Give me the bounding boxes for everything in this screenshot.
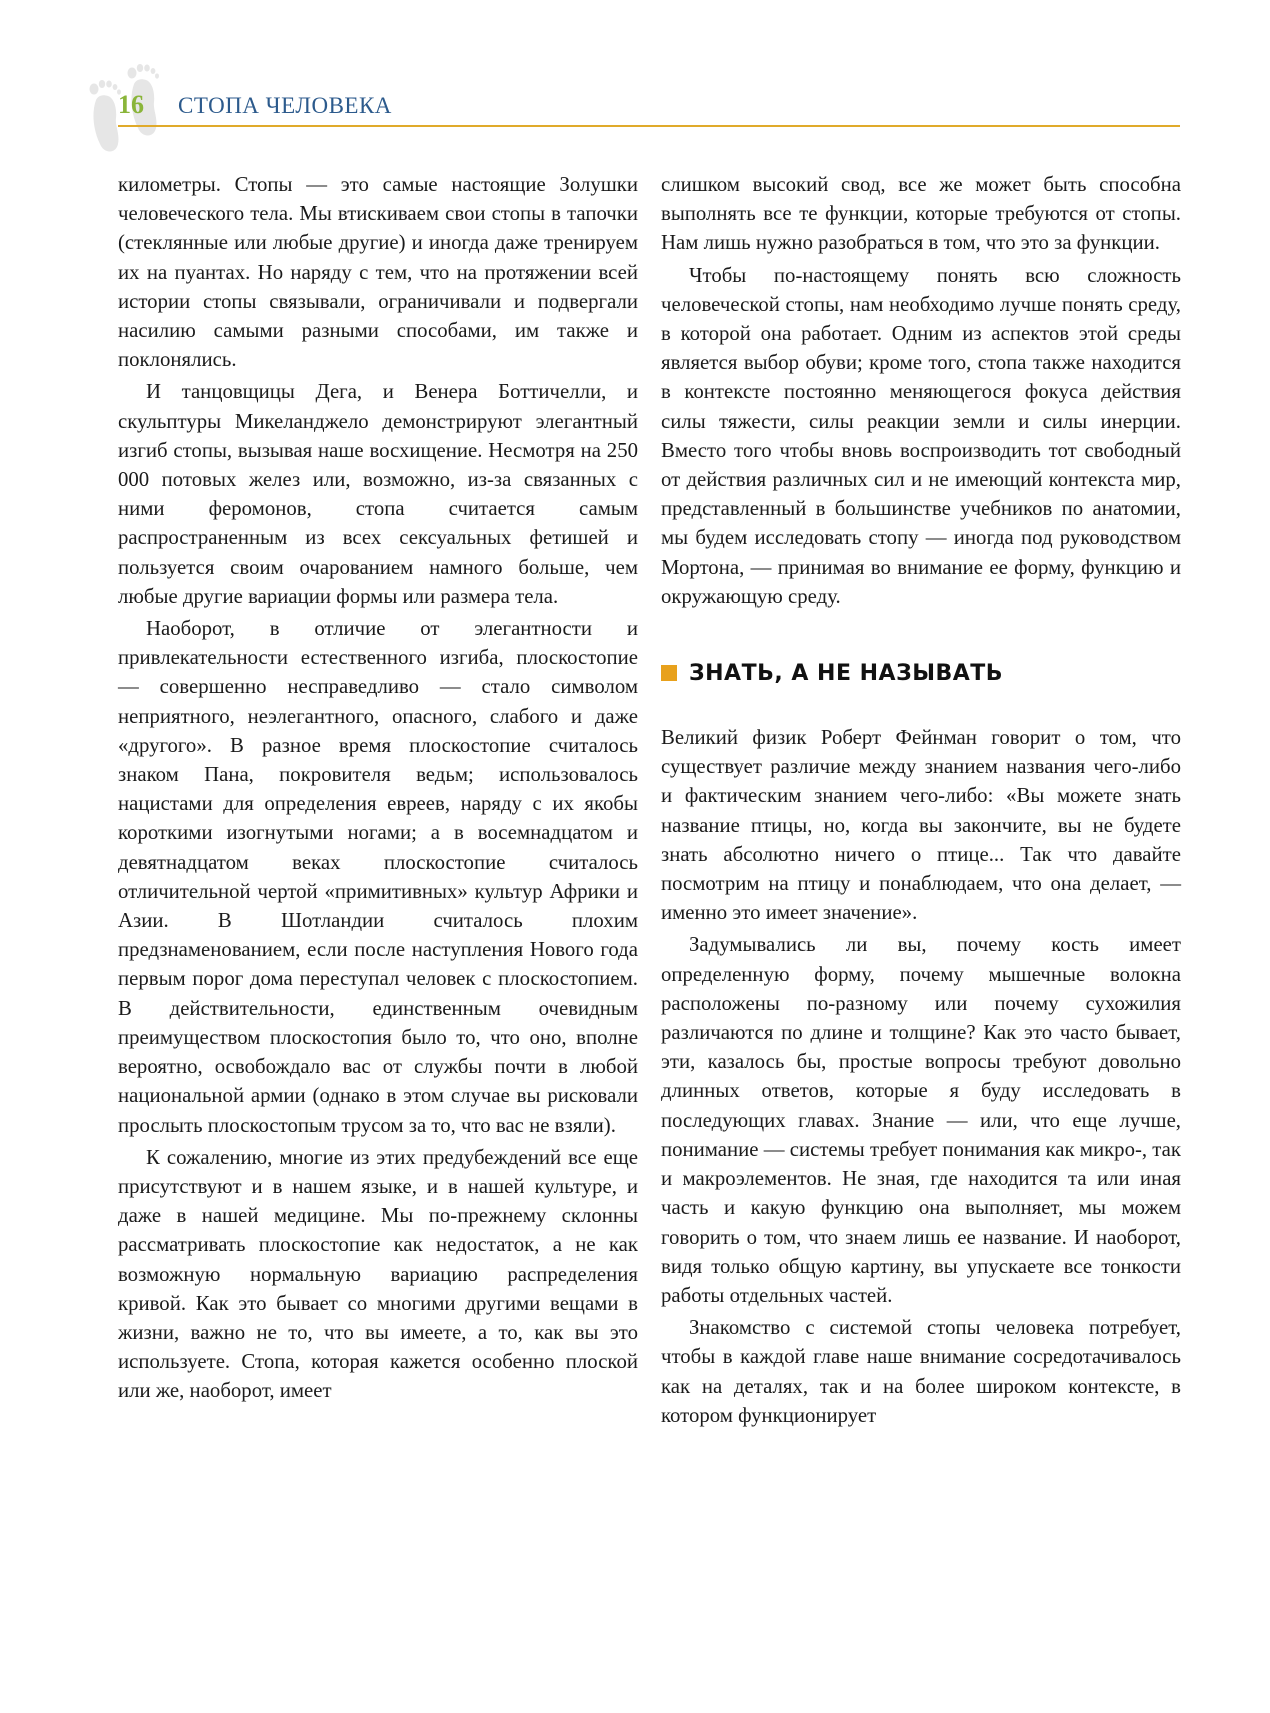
running-header: [118, 88, 1180, 128]
right-column: [661, 170, 1181, 1430]
section-heading: [661, 659, 1181, 689]
paragraph: Чтобы по-настоящему понять всю сложность человеческой стопы, нам необходимо лучше понять среду, в которой она работает. Одним из аспектов этой среды является выбор обуви; кроме того, стопа также находится в контексте постоянно меняющегося фокуса действия силы тяжести, силы реакции земли и силы инерции. Вместо того чтобы вновь воспроизводить тот свободный от действия различных сил и не имеющий контекста мир, представленный в большинстве учебников по анатомии, мы будем исследовать стопу — иногда под руководством Мортона, — принимая во внимание ее форму, функцию и окружающую среду.: [661, 263, 1181, 608]
paragraph: Знакомство с системой стопы человека потребует, чтобы в каждой главе наше внимание сосредотачивалось как на деталях, так и на более широком контексте, в котором функционирует: [661, 1316, 1181, 1427]
paragraph: Задумывались ли вы, почему кость имеет определенную форму, почему мышечные волокна расположены по-разному или почему сухожилия различаются по длине и толщине? Как это часто бывает, эти, казалось бы, простые вопросы требуют довольно длинных ответов, которые я буду исследовать в последующих главах. Знание — или, что еще лучше, понимание — системы требует понимания как микро-, так и макроэлементов. Не зная, где находится та или иная часть и какую функцию она выполняет, мы можем говорить о том, что знаем лишь ее название. И наоборот, видя только общую картину, вы упускаете все тонкости работы отдельных частей.: [661, 933, 1181, 1307]
page-number: 16: [118, 90, 144, 119]
running-title: СТОПА ЧЕЛОВЕКА: [178, 93, 392, 118]
paragraph: километры. Стопы — это самые настоящие Золушки человеческого тела. Мы втискиваем свои стопы в тапочки (стеклянные или любые другие) и иногда даже тренируем их на пуантах. Но наряду с тем, что на протяжении всей истории стопы связывали, ограничивали и подвергали насилию самыми разными способами, им также и поклонялись.: [118, 173, 638, 372]
paragraph: Наоборот, в отличие от элегантности и привлекательности естественного изгиба, плоскостопие — совершенно несправедливо — стало символом неприятного, неэлегантного, опасного, слабого и даже «другого». В разное время плоскостопие считалось знаком Пана, покровителя ведьм; использовалось нацистами для определения евреев, наряду с их якобы короткими изогнутыми ногами; а в восемнадцатом и девятнадцатом веках плоскостопие считалось отличительной чертой «примитивных» культур Африки и Азии. В Шотландии считалось плохим предзнаменованием, если после наступления Нового года первым порог дома переступал человек с плоскостопием. В действительности, единственным очевидным преимуществом плоскостопия было то, что оно, вполне вероятно, освобождало вас от службы почти в любой национальной армии (однако в этом случае вы рисковали прослыть плоскостопым трусом за то, что вас не взяли).: [118, 617, 638, 1137]
paragraph: К сожалению, многие из этих предубеждений все еще присутствуют и в нашем языке, и в нашей культуре, и даже в нашей медицине. Мы по-прежнему склонны рассматривать плоскостопие как недостаток, а не как возможную нормальную вариацию распределения кривой. Как это бывает со многими другими вещами в жизни, важно не то, что вы имеете, а то, как вы это используете. Стопа, которая кажется особенно плоской или же, наоборот, имеет: [118, 1145, 638, 1403]
paragraph: И танцовщицы Дега, и Венера Боттичелли, и скульптуры Микеланджело демонстрируют элегантный изгиб стопы, вызывая наше восхищение. Несмотря на 250 000 потовых желез или, возможно, из-за связанных с ними феромонов, стопа считается самым распространенным из всех сексуальных фетишей и пользуется своим очарованием намного больше, чем любые другие вариации формы или размера тела.: [118, 380, 638, 608]
paragraph: слишком высокий свод, все же может быть способна выполнять все те функции, которые требуются от стопы. Нам лишь нужно разобраться в том, что это за функции.: [661, 173, 1181, 255]
header-rule: [118, 125, 1180, 127]
square-bullet-icon: [661, 665, 677, 681]
section-heading-text: ЗНАТЬ, А НЕ НАЗЫВАТЬ: [689, 661, 1004, 687]
left-column: [118, 170, 638, 1406]
paragraph: Великий физик Роберт Фейнман говорит о том, что существует различие между знанием названия чего-либо и фактическим знанием чего-либо: «Вы можете знать название птицы, но, когда вы закончите, вы не будете знать абсолютно ничего о птице... Так что давайте посмотрим на птицу и понаблюдаем, что она делает, — именно это имеет значение».: [661, 726, 1181, 925]
